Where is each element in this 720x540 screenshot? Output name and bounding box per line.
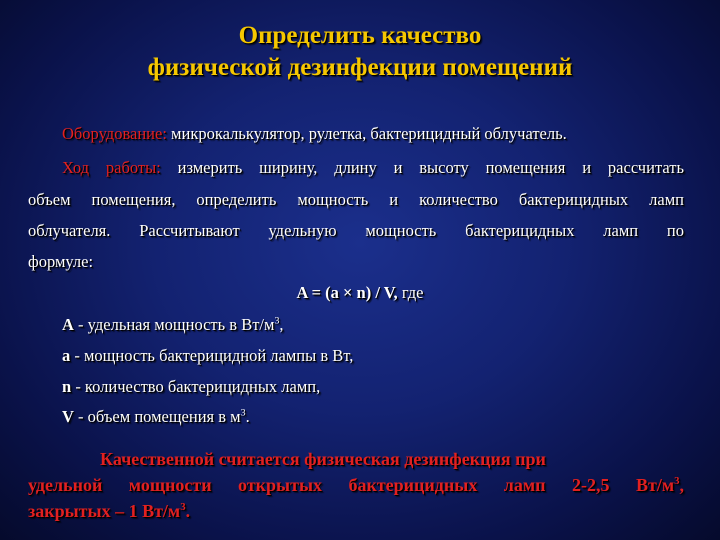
procedure-text-1: измерить ширину, длину и высоту помещения и рассчитать <box>160 158 684 177</box>
superscript: 3 <box>674 475 680 487</box>
definition-n <box>62 377 320 397</box>
superscript: 3 <box>240 407 246 419</box>
title-line-2: физической дезинфекции помещений <box>147 54 573 81</box>
definition-a-lower <box>62 346 353 366</box>
formula-suffix: где <box>397 283 424 302</box>
conclusion-text-2: удельной мощности открытых бактерицидных ламп 2-2,5 Вт/м <box>28 475 675 495</box>
punctuation: . <box>245 407 250 426</box>
procedure-line-3: облучателя. Рассчитывают удельную мощность бактерицидных ламп по <box>28 221 684 240</box>
definition-text: - объем помещения в м <box>73 407 241 426</box>
equipment-line <box>62 124 567 144</box>
punctuation: , <box>279 315 284 334</box>
equipment-label: Оборудование: <box>62 124 167 143</box>
definition-v <box>62 407 250 427</box>
punctuation: , <box>679 475 684 495</box>
symbol-A: A <box>62 315 74 334</box>
symbol-V: V <box>62 407 74 426</box>
definition-text: - мощность бактерицидной лампы в Вт, <box>70 346 354 365</box>
equipment-text: микрокалькулятор, рулетка, бактерицидный облучатель. <box>166 124 567 143</box>
page-title <box>0 20 720 84</box>
definition-a-upper <box>62 315 284 335</box>
conclusion-line-3 <box>28 498 190 524</box>
symbol-n: n <box>62 377 72 396</box>
symbol-a: a <box>62 346 71 365</box>
title-line-1: Определить качество <box>238 22 482 49</box>
definition-text: - количество бактерицидных ламп, <box>71 377 321 396</box>
conclusion-text-3: закрытых – 1 Вт/м <box>28 501 181 521</box>
procedure-label: Ход работы: <box>62 158 161 177</box>
superscript: 3 <box>274 315 280 327</box>
conclusion-line-1: Качественной считается физическая дезинфекция при <box>100 449 546 469</box>
formula <box>0 283 720 303</box>
conclusion-line-2 <box>28 472 684 498</box>
superscript: 3 <box>180 501 186 513</box>
punctuation: . <box>185 501 191 521</box>
procedure-line-4: формуле: <box>28 252 94 271</box>
procedure-line-1 <box>62 158 684 178</box>
definition-text: - удельная мощность в Вт/м <box>73 315 275 334</box>
formula-expression: A = (a × n) / V, <box>296 283 398 302</box>
procedure-line-2: объем помещения, определить мощность и количество бактерицидных ламп <box>28 190 684 209</box>
